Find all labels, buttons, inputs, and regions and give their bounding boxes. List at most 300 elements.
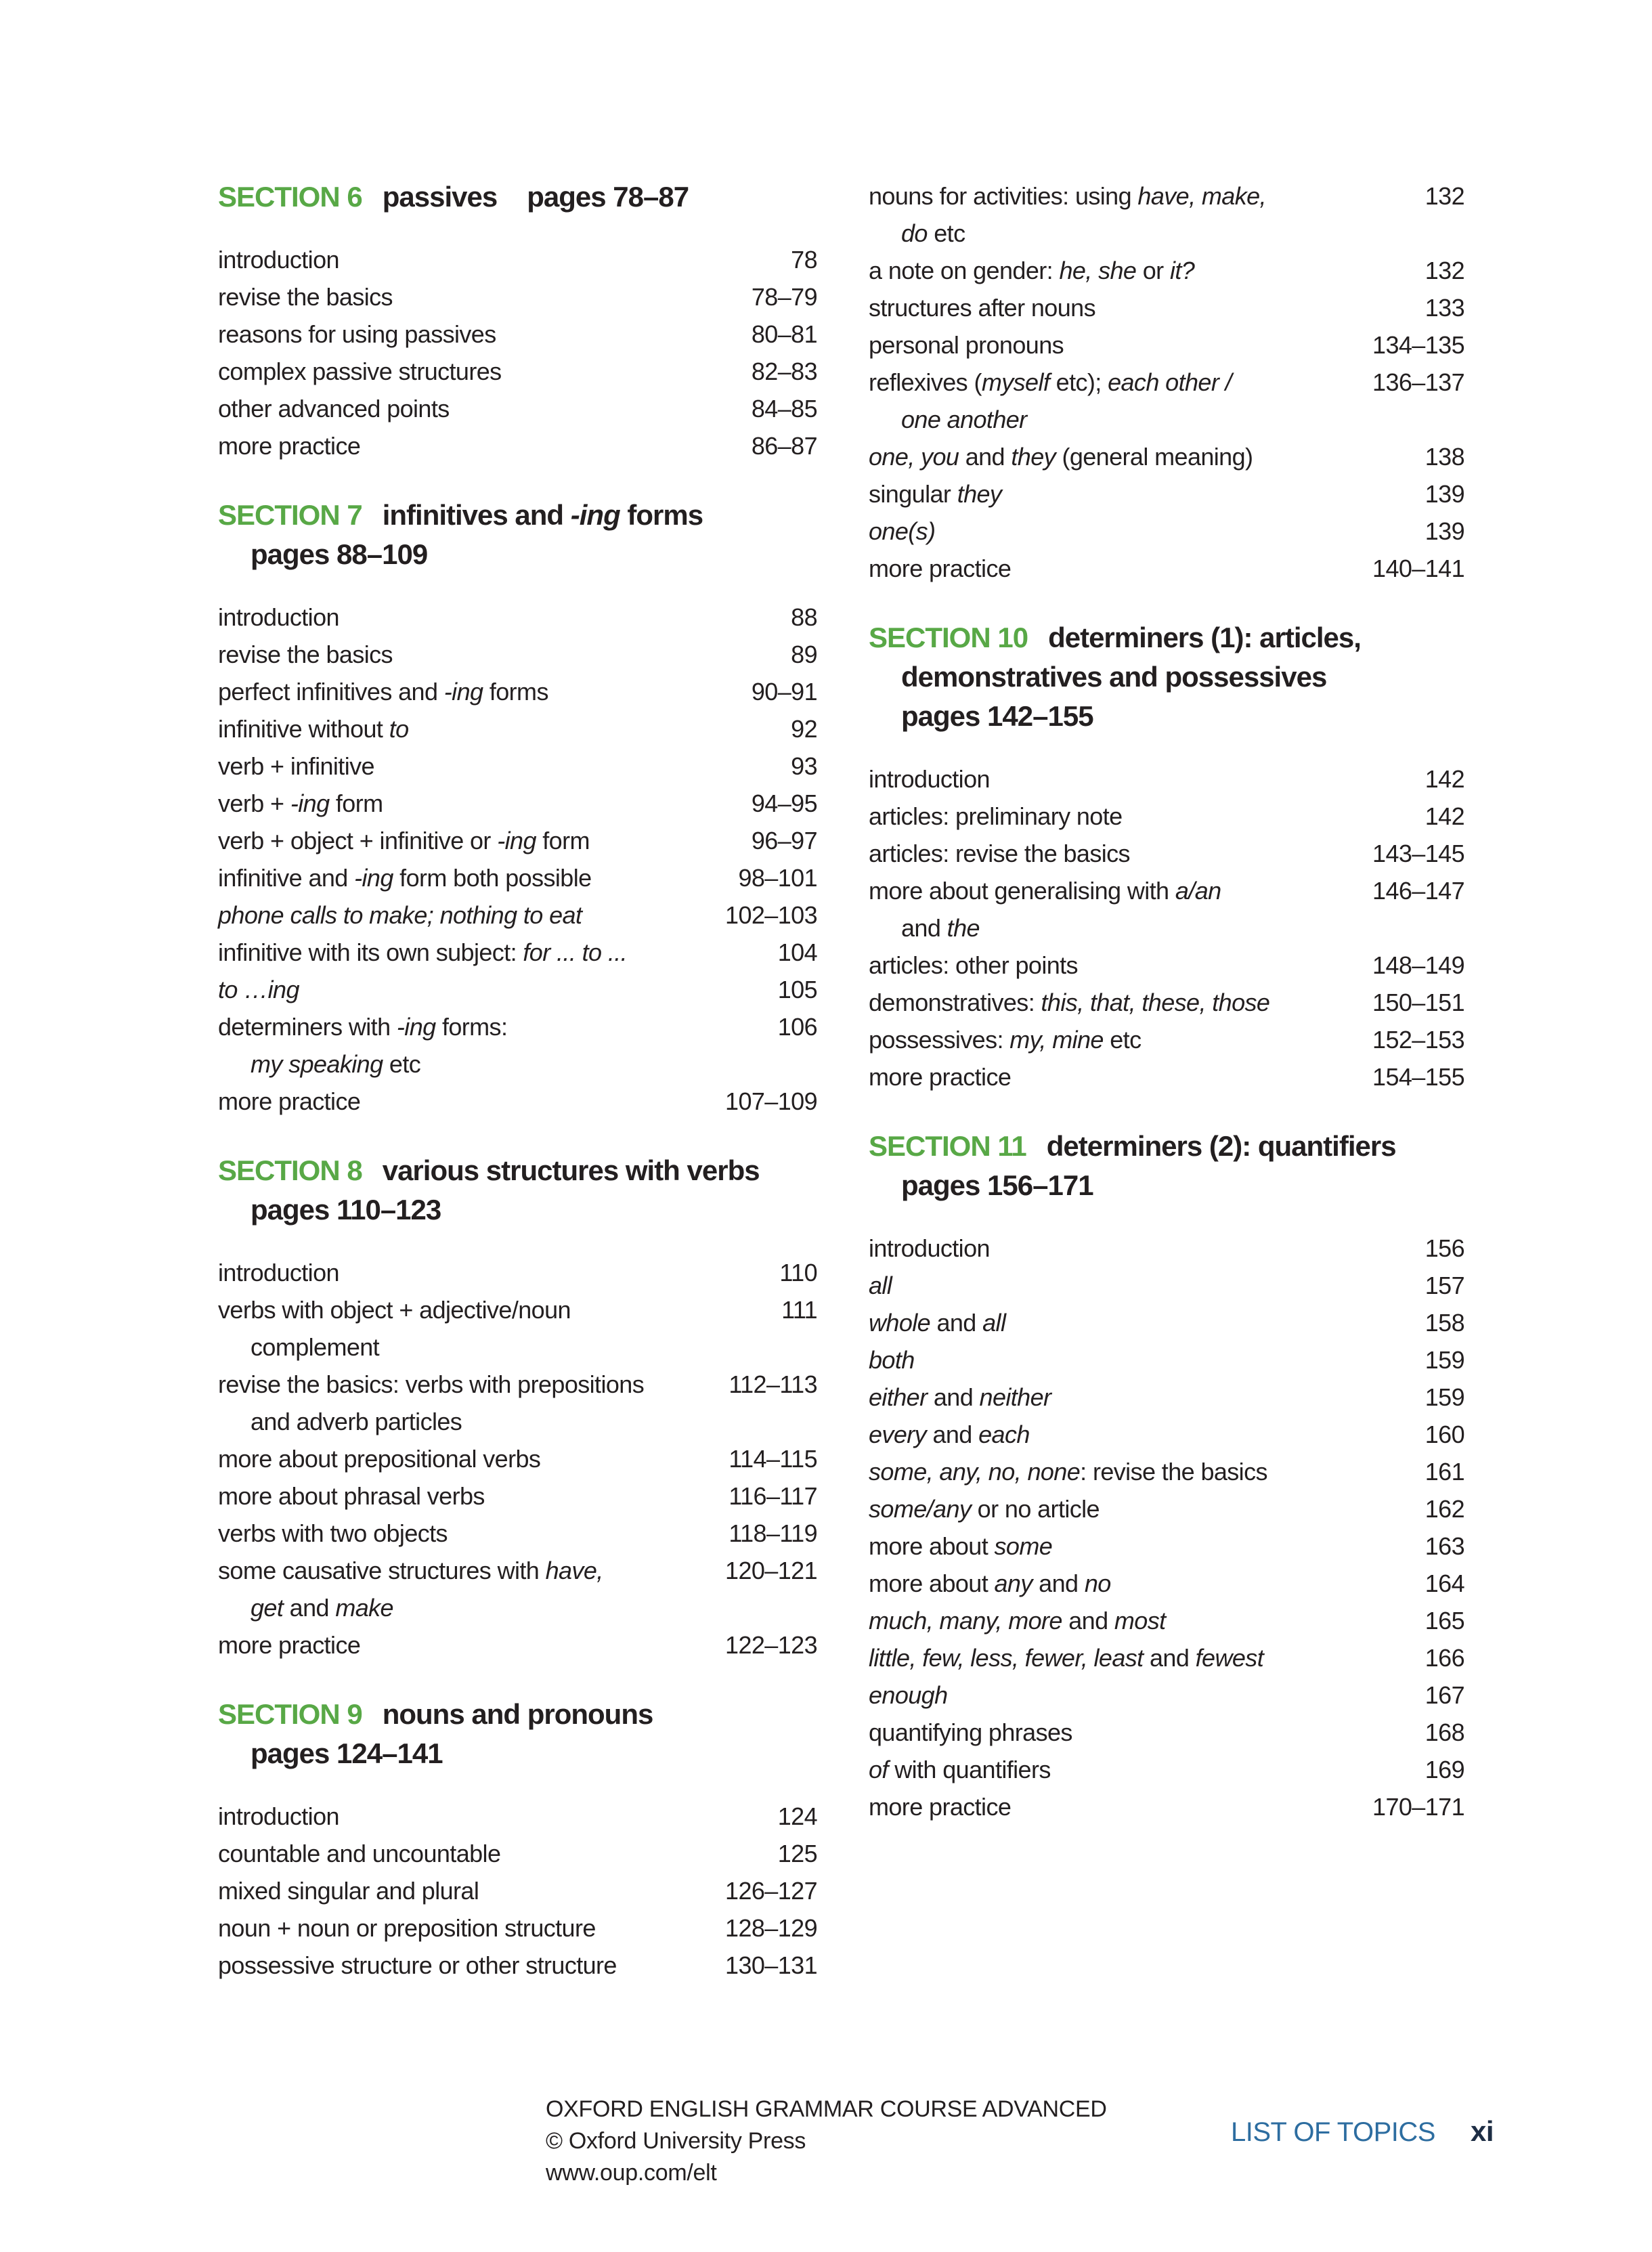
plain-text: determiners (1): articles, — [1048, 622, 1361, 653]
plain-text: personal pronouns — [869, 331, 1064, 359]
toc-entry — [869, 1528, 1464, 1565]
entry-page-numbers: 86–87 — [751, 432, 817, 460]
section-number-label: SECTION 10 — [869, 622, 1028, 653]
entry-label — [218, 822, 741, 859]
section-pages: pages 78–87 — [527, 181, 689, 213]
italic-text: -ing — [396, 1013, 436, 1041]
entry-label — [869, 1602, 1414, 1639]
entry-label — [869, 326, 1362, 364]
toc-entry — [218, 710, 817, 748]
plain-text: passives — [382, 181, 498, 213]
italic-text: -ing — [443, 678, 483, 706]
plain-text: structures after nouns — [869, 294, 1095, 322]
entry-label-line — [218, 822, 741, 859]
entry-label-line — [218, 1440, 718, 1477]
plain-text: introduction — [869, 1234, 990, 1262]
entry-page-numbers: 166 — [1425, 1644, 1464, 1672]
entry-label-line — [869, 550, 1362, 587]
entry-label — [869, 1788, 1362, 1825]
entry-label-line — [869, 1021, 1362, 1058]
toc-entry — [869, 1565, 1464, 1602]
entry-label — [869, 1058, 1362, 1096]
plain-text: verb + — [218, 789, 290, 817]
entry-label-line — [218, 278, 741, 316]
toc-entry — [218, 1626, 817, 1664]
plain-text: more about — [869, 1532, 995, 1560]
toc-entry — [218, 241, 817, 278]
plain-text: form both possible — [393, 864, 592, 892]
italic-text: each — [978, 1421, 1030, 1448]
section-heading-line — [218, 1151, 817, 1190]
section-heading-line — [218, 177, 817, 217]
entry-page-numbers: 82–83 — [751, 358, 817, 385]
entry-label — [218, 785, 741, 822]
entry-label — [869, 364, 1362, 438]
plain-text: and — [959, 443, 1012, 471]
toc-entry — [869, 1230, 1464, 1267]
plain-text: quantifying phrases — [869, 1718, 1072, 1746]
entry-label — [218, 710, 780, 748]
toc-entry — [218, 1872, 817, 1909]
entry-label-line — [218, 241, 780, 278]
entry-label — [869, 475, 1414, 513]
entry-page-numbers: 96–97 — [751, 827, 817, 854]
plain-text: introduction — [218, 246, 339, 274]
entry-label-line — [218, 1626, 714, 1664]
entry-label — [218, 748, 780, 785]
entry-label — [869, 760, 1414, 798]
toc-entry — [218, 673, 817, 710]
entry-label-line — [869, 1639, 1414, 1676]
entry-label — [869, 872, 1362, 947]
plain-text: more about prepositional verbs — [218, 1445, 541, 1473]
plain-text: with quantifiers — [888, 1756, 1051, 1783]
toc-entry — [869, 1676, 1464, 1714]
entry-label-line — [869, 1379, 1414, 1416]
entry-page-numbers: 78–79 — [751, 283, 817, 311]
plain-text: nouns and pronouns — [382, 1698, 653, 1730]
plain-text: infinitive without — [218, 715, 389, 743]
entry-list — [869, 760, 1464, 1096]
entry-label-line — [218, 316, 741, 353]
section-title-continuation — [869, 657, 1464, 697]
entry-page-numbers: 143–145 — [1372, 840, 1464, 867]
plain-text: introduction — [218, 1802, 339, 1830]
entry-page-numbers: 163 — [1425, 1532, 1464, 1560]
entry-label — [869, 1751, 1414, 1788]
entry-label — [869, 252, 1414, 289]
entry-page-numbers: 111 — [781, 1296, 817, 1324]
plain-text: perfect infinitives and — [218, 678, 444, 706]
toc-entry — [218, 278, 817, 316]
toc-entry — [869, 1453, 1464, 1490]
entry-label-line — [218, 859, 727, 896]
toc-entry — [869, 513, 1464, 550]
entry-label-line — [869, 1453, 1414, 1490]
entry-page-numbers: 139 — [1425, 480, 1464, 508]
italic-text: it? — [1169, 257, 1195, 284]
entry-label — [218, 353, 741, 390]
entry-label-continuation — [869, 401, 1362, 438]
toc-entry — [218, 1947, 817, 1984]
plain-text: determiners (2): quantifiers — [1046, 1130, 1396, 1162]
entry-list — [218, 599, 817, 1120]
entry-page-numbers: 90–91 — [751, 678, 817, 706]
section-number-label: SECTION 8 — [218, 1154, 362, 1186]
section-heading — [218, 177, 817, 217]
entry-label-line — [218, 1008, 767, 1045]
entry-label — [218, 859, 727, 896]
italic-text: they — [957, 480, 1002, 508]
entry-page-numbers: 133 — [1425, 294, 1464, 322]
entry-label — [869, 947, 1362, 984]
plain-text: more practice — [869, 1063, 1012, 1091]
plain-text: complement — [251, 1333, 380, 1361]
section-number-label: SECTION 6 — [218, 181, 362, 213]
plain-text: and — [927, 1383, 980, 1411]
entry-page-numbers: 116–117 — [729, 1482, 817, 1510]
entry-label — [218, 599, 780, 636]
toc-column-left — [218, 177, 817, 1984]
entry-label — [218, 1798, 767, 1835]
italic-text: some, any, no, none — [869, 1458, 1081, 1486]
entry-label — [218, 1477, 718, 1515]
book-title: OXFORD ENGLISH GRAMMAR COURSE ADVANCED — [546, 2096, 1107, 2122]
plain-text: articles: other points — [869, 951, 1078, 979]
section-heading — [869, 1127, 1464, 1205]
entry-label — [869, 1714, 1414, 1751]
toc-entry — [218, 859, 817, 896]
entry-label-line — [869, 1267, 1414, 1304]
toc-entry — [218, 748, 817, 785]
entry-page-numbers: 92 — [791, 715, 817, 743]
running-head: LIST OF TOPICS — [1230, 2117, 1435, 2147]
entry-label-line — [869, 1416, 1414, 1453]
plain-text: (general meaning) — [1056, 443, 1253, 471]
italic-text: fewest — [1195, 1644, 1264, 1672]
entry-page-numbers: 130–131 — [725, 1951, 817, 1979]
plain-text: and adverb particles — [251, 1408, 462, 1435]
entry-label-line — [869, 835, 1362, 872]
entry-label-line — [869, 760, 1414, 798]
entry-label-line — [869, 798, 1414, 835]
entry-page-numbers: 164 — [1425, 1569, 1464, 1597]
toc-entry — [869, 1490, 1464, 1528]
entry-label-line — [869, 1230, 1414, 1267]
table-of-contents — [218, 177, 1464, 1984]
toc-entry — [869, 252, 1464, 289]
entry-page-numbers: 136–137 — [1372, 368, 1464, 396]
entry-page-numbers: 104 — [777, 938, 817, 966]
italic-text: any — [994, 1569, 1032, 1597]
entry-label-line — [218, 673, 741, 710]
entry-label-line — [869, 1788, 1362, 1825]
plain-text: possessives: — [869, 1026, 1010, 1054]
plain-text: and — [1143, 1644, 1196, 1672]
entry-page-numbers: 122–123 — [725, 1631, 817, 1659]
entry-page-numbers: 93 — [791, 752, 817, 780]
plain-text: introduction — [218, 1259, 339, 1286]
entry-page-numbers: 170–171 — [1372, 1793, 1464, 1821]
toc-entry — [218, 636, 817, 673]
entry-page-numbers: 80–81 — [751, 320, 817, 348]
entry-label — [869, 1490, 1414, 1528]
entry-page-numbers: 118–119 — [729, 1519, 817, 1547]
entry-label-line — [869, 1714, 1414, 1751]
italic-text: phone calls to make; nothing to eat — [218, 901, 582, 929]
plain-text: form — [329, 789, 383, 817]
entry-page-numbers: 148–149 — [1372, 951, 1464, 979]
plain-text: introduction — [869, 765, 990, 793]
entry-label — [218, 673, 741, 710]
entry-label-continuation — [218, 1045, 767, 1083]
toc-entry — [218, 1835, 817, 1872]
entry-page-numbers: 124 — [777, 1802, 817, 1830]
entry-label-line — [218, 1835, 767, 1872]
entry-page-numbers: 158 — [1425, 1309, 1464, 1337]
entry-label — [869, 1565, 1414, 1602]
entry-page-numbers: 162 — [1425, 1495, 1464, 1523]
toc-entry — [869, 1379, 1464, 1416]
plain-text: more about phrasal verbs — [218, 1482, 485, 1510]
italic-text: my, mine — [1009, 1026, 1104, 1054]
italic-text: for ... to ... — [523, 938, 628, 966]
section-title — [1047, 1130, 1396, 1162]
italic-text: neither — [979, 1383, 1051, 1411]
toc-entry — [869, 475, 1464, 513]
entry-page-numbers: 142 — [1425, 765, 1464, 793]
entry-page-numbers: 159 — [1425, 1346, 1464, 1374]
section-title — [1048, 622, 1361, 653]
toc-entry — [869, 550, 1464, 587]
plain-text: infinitives and — [382, 499, 571, 531]
entry-label-line — [869, 1602, 1414, 1639]
entry-label-line — [869, 475, 1414, 513]
entry-label-line — [869, 1565, 1414, 1602]
entry-label-line — [218, 971, 767, 1008]
toc-entry — [218, 427, 817, 464]
section-number-label: SECTION 9 — [218, 1698, 362, 1730]
italic-text: a/an — [1175, 877, 1221, 905]
italic-text: to …ing — [218, 976, 299, 1003]
entry-list — [218, 241, 817, 464]
toc-entry — [869, 798, 1464, 835]
toc-entry — [218, 1008, 817, 1083]
entry-page-numbers: 142 — [1425, 802, 1464, 830]
entry-page-numbers: 146–147 — [1372, 877, 1464, 905]
italic-text: some — [994, 1532, 1053, 1560]
plain-text: noun + noun or preposition structure — [218, 1914, 596, 1942]
plain-text: infinitive and — [218, 864, 355, 892]
entry-label — [218, 1083, 714, 1120]
section-title — [383, 181, 497, 213]
entry-label-line — [218, 710, 780, 748]
plain-text: : revise the basics — [1080, 1458, 1267, 1486]
toc-entry — [218, 785, 817, 822]
plain-text: complex passive structures — [218, 358, 502, 385]
entry-label-line — [218, 896, 714, 934]
copyright-line: © Oxford University Press — [546, 2128, 806, 2154]
plain-text: mixed singular and plural — [218, 1877, 479, 1905]
entry-label — [869, 438, 1414, 475]
plain-text: various structures with verbs — [382, 1154, 760, 1186]
entry-page-numbers: 102–103 — [725, 901, 817, 929]
italic-text: of — [869, 1756, 888, 1783]
plain-text: more practice — [869, 1793, 1012, 1821]
toc-entry — [869, 326, 1464, 364]
entry-label-line — [869, 326, 1362, 364]
plain-text: articles: revise the basics — [869, 840, 1130, 867]
toc-entry — [869, 1602, 1464, 1639]
plain-text: forms — [483, 678, 548, 706]
entry-page-numbers: 126–127 — [725, 1877, 817, 1905]
toc-entry — [869, 947, 1464, 984]
entry-label — [218, 1366, 718, 1440]
entry-label — [869, 1528, 1414, 1565]
plain-text: and — [283, 1594, 336, 1622]
plain-text: and — [930, 1309, 983, 1337]
italic-text: no — [1084, 1569, 1111, 1597]
plain-text: demonstratives and possessives — [901, 661, 1327, 693]
entry-label — [869, 513, 1414, 550]
entry-page-numbers: 157 — [1425, 1272, 1464, 1299]
running-footer — [1231, 2115, 1494, 2148]
italic-text: whole — [869, 1309, 931, 1337]
entry-label — [218, 1254, 768, 1291]
entry-page-numbers: 114–115 — [729, 1445, 817, 1473]
entry-label — [869, 177, 1414, 252]
entry-label-continuation — [218, 1589, 714, 1626]
entry-label-line — [869, 984, 1362, 1021]
plain-text: or no article — [971, 1495, 1100, 1523]
toc-entry — [218, 896, 817, 934]
plain-text: determiners with — [218, 1013, 397, 1041]
toc-entry — [218, 971, 817, 1008]
entry-page-numbers: 88 — [791, 603, 817, 631]
plain-text: verb + infinitive — [218, 752, 374, 780]
entry-page-numbers: 132 — [1425, 257, 1464, 284]
plain-text: possessive structure or other structure — [218, 1951, 617, 1979]
plain-text: etc); — [1049, 368, 1108, 396]
plain-text: and — [901, 914, 947, 942]
entry-page-numbers: 94–95 — [751, 789, 817, 817]
italic-text: the — [947, 914, 980, 942]
entry-label-line — [218, 1515, 718, 1552]
plain-text: or — [1136, 257, 1170, 284]
section-heading-line — [218, 1695, 817, 1734]
plain-text: verbs with object + adjective/noun — [218, 1296, 571, 1324]
entry-label-line — [218, 599, 780, 636]
entry-label-line — [869, 1676, 1414, 1714]
toc-entry — [869, 438, 1464, 475]
imprint-block — [546, 2094, 1107, 2189]
entry-label — [869, 1230, 1414, 1267]
entry-label-continuation — [218, 1403, 718, 1440]
section-pages: pages 156–171 — [901, 1169, 1093, 1201]
entry-list — [869, 177, 1464, 587]
plain-text: articles: preliminary note — [869, 802, 1123, 830]
italic-text: enough — [869, 1681, 948, 1709]
entry-label — [869, 1021, 1362, 1058]
entry-page-numbers: 84–85 — [751, 395, 817, 423]
entry-page-numbers: 154–155 — [1372, 1063, 1464, 1091]
entry-label — [218, 636, 780, 673]
toc-entry — [869, 1341, 1464, 1379]
toc-entry — [869, 872, 1464, 947]
entry-label-line — [218, 353, 741, 390]
italic-text: both — [869, 1346, 915, 1374]
plain-text: etc — [1103, 1026, 1142, 1054]
entry-label-line — [869, 1341, 1414, 1379]
section-heading — [218, 496, 817, 574]
entry-label — [869, 1676, 1414, 1714]
entry-label — [218, 1440, 718, 1477]
entry-label — [218, 1909, 714, 1947]
italic-text: either — [869, 1383, 928, 1411]
entry-label — [869, 289, 1414, 326]
entry-page-numbers: 134–135 — [1372, 331, 1464, 359]
entry-label-line — [218, 1366, 718, 1403]
entry-page-numbers: 165 — [1425, 1607, 1464, 1634]
plain-text: forms: — [435, 1013, 508, 1041]
entry-label-line — [218, 1909, 714, 1947]
plain-text: and — [1032, 1569, 1085, 1597]
section-number-label: SECTION 7 — [218, 499, 362, 531]
italic-text: every — [869, 1421, 927, 1448]
italic-text: this, that, these, those — [1041, 989, 1270, 1016]
section-heading — [869, 618, 1464, 736]
entry-label-line — [869, 289, 1414, 326]
entry-page-numbers: 89 — [791, 641, 817, 668]
entry-page-numbers: 98–101 — [738, 864, 817, 892]
section-heading — [218, 1151, 817, 1230]
entry-list — [218, 1254, 817, 1664]
entry-page-numbers: 107–109 — [725, 1087, 817, 1115]
plain-text: revise the basics: verbs with prepositions — [218, 1370, 645, 1398]
italic-text: some/any — [869, 1495, 972, 1523]
entry-page-numbers: 156 — [1425, 1234, 1464, 1262]
entry-label-line — [218, 636, 780, 673]
entry-label — [869, 835, 1362, 872]
entry-label-line — [869, 947, 1362, 984]
section-pages: pages 88–109 — [251, 538, 428, 570]
entry-page-numbers: 140–141 — [1372, 555, 1464, 582]
section-heading-line — [869, 618, 1464, 657]
italic-text: most — [1114, 1607, 1166, 1634]
italic-text: to — [389, 715, 409, 743]
entry-label-line — [869, 513, 1414, 550]
plain-text: singular — [869, 480, 957, 508]
italic-text: my speaking — [251, 1050, 383, 1078]
italic-text: all — [982, 1309, 1006, 1337]
entry-label-line — [218, 785, 741, 822]
entry-label — [218, 427, 741, 464]
entry-page-numbers: 150–151 — [1372, 989, 1464, 1016]
entry-label-line — [869, 1304, 1414, 1341]
section-heading — [218, 1695, 817, 1773]
toc-entry — [218, 1477, 817, 1515]
entry-label — [869, 550, 1362, 587]
italic-text: myself — [981, 368, 1050, 396]
toc-entry — [218, 1083, 817, 1120]
plain-text: revise the basics — [218, 283, 393, 311]
section-heading-line — [869, 1127, 1464, 1166]
section-title — [383, 1698, 653, 1730]
toc-entry — [869, 1304, 1464, 1341]
entry-label-continuation — [869, 215, 1414, 252]
toc-entry — [869, 760, 1464, 798]
entry-label — [218, 1552, 714, 1626]
